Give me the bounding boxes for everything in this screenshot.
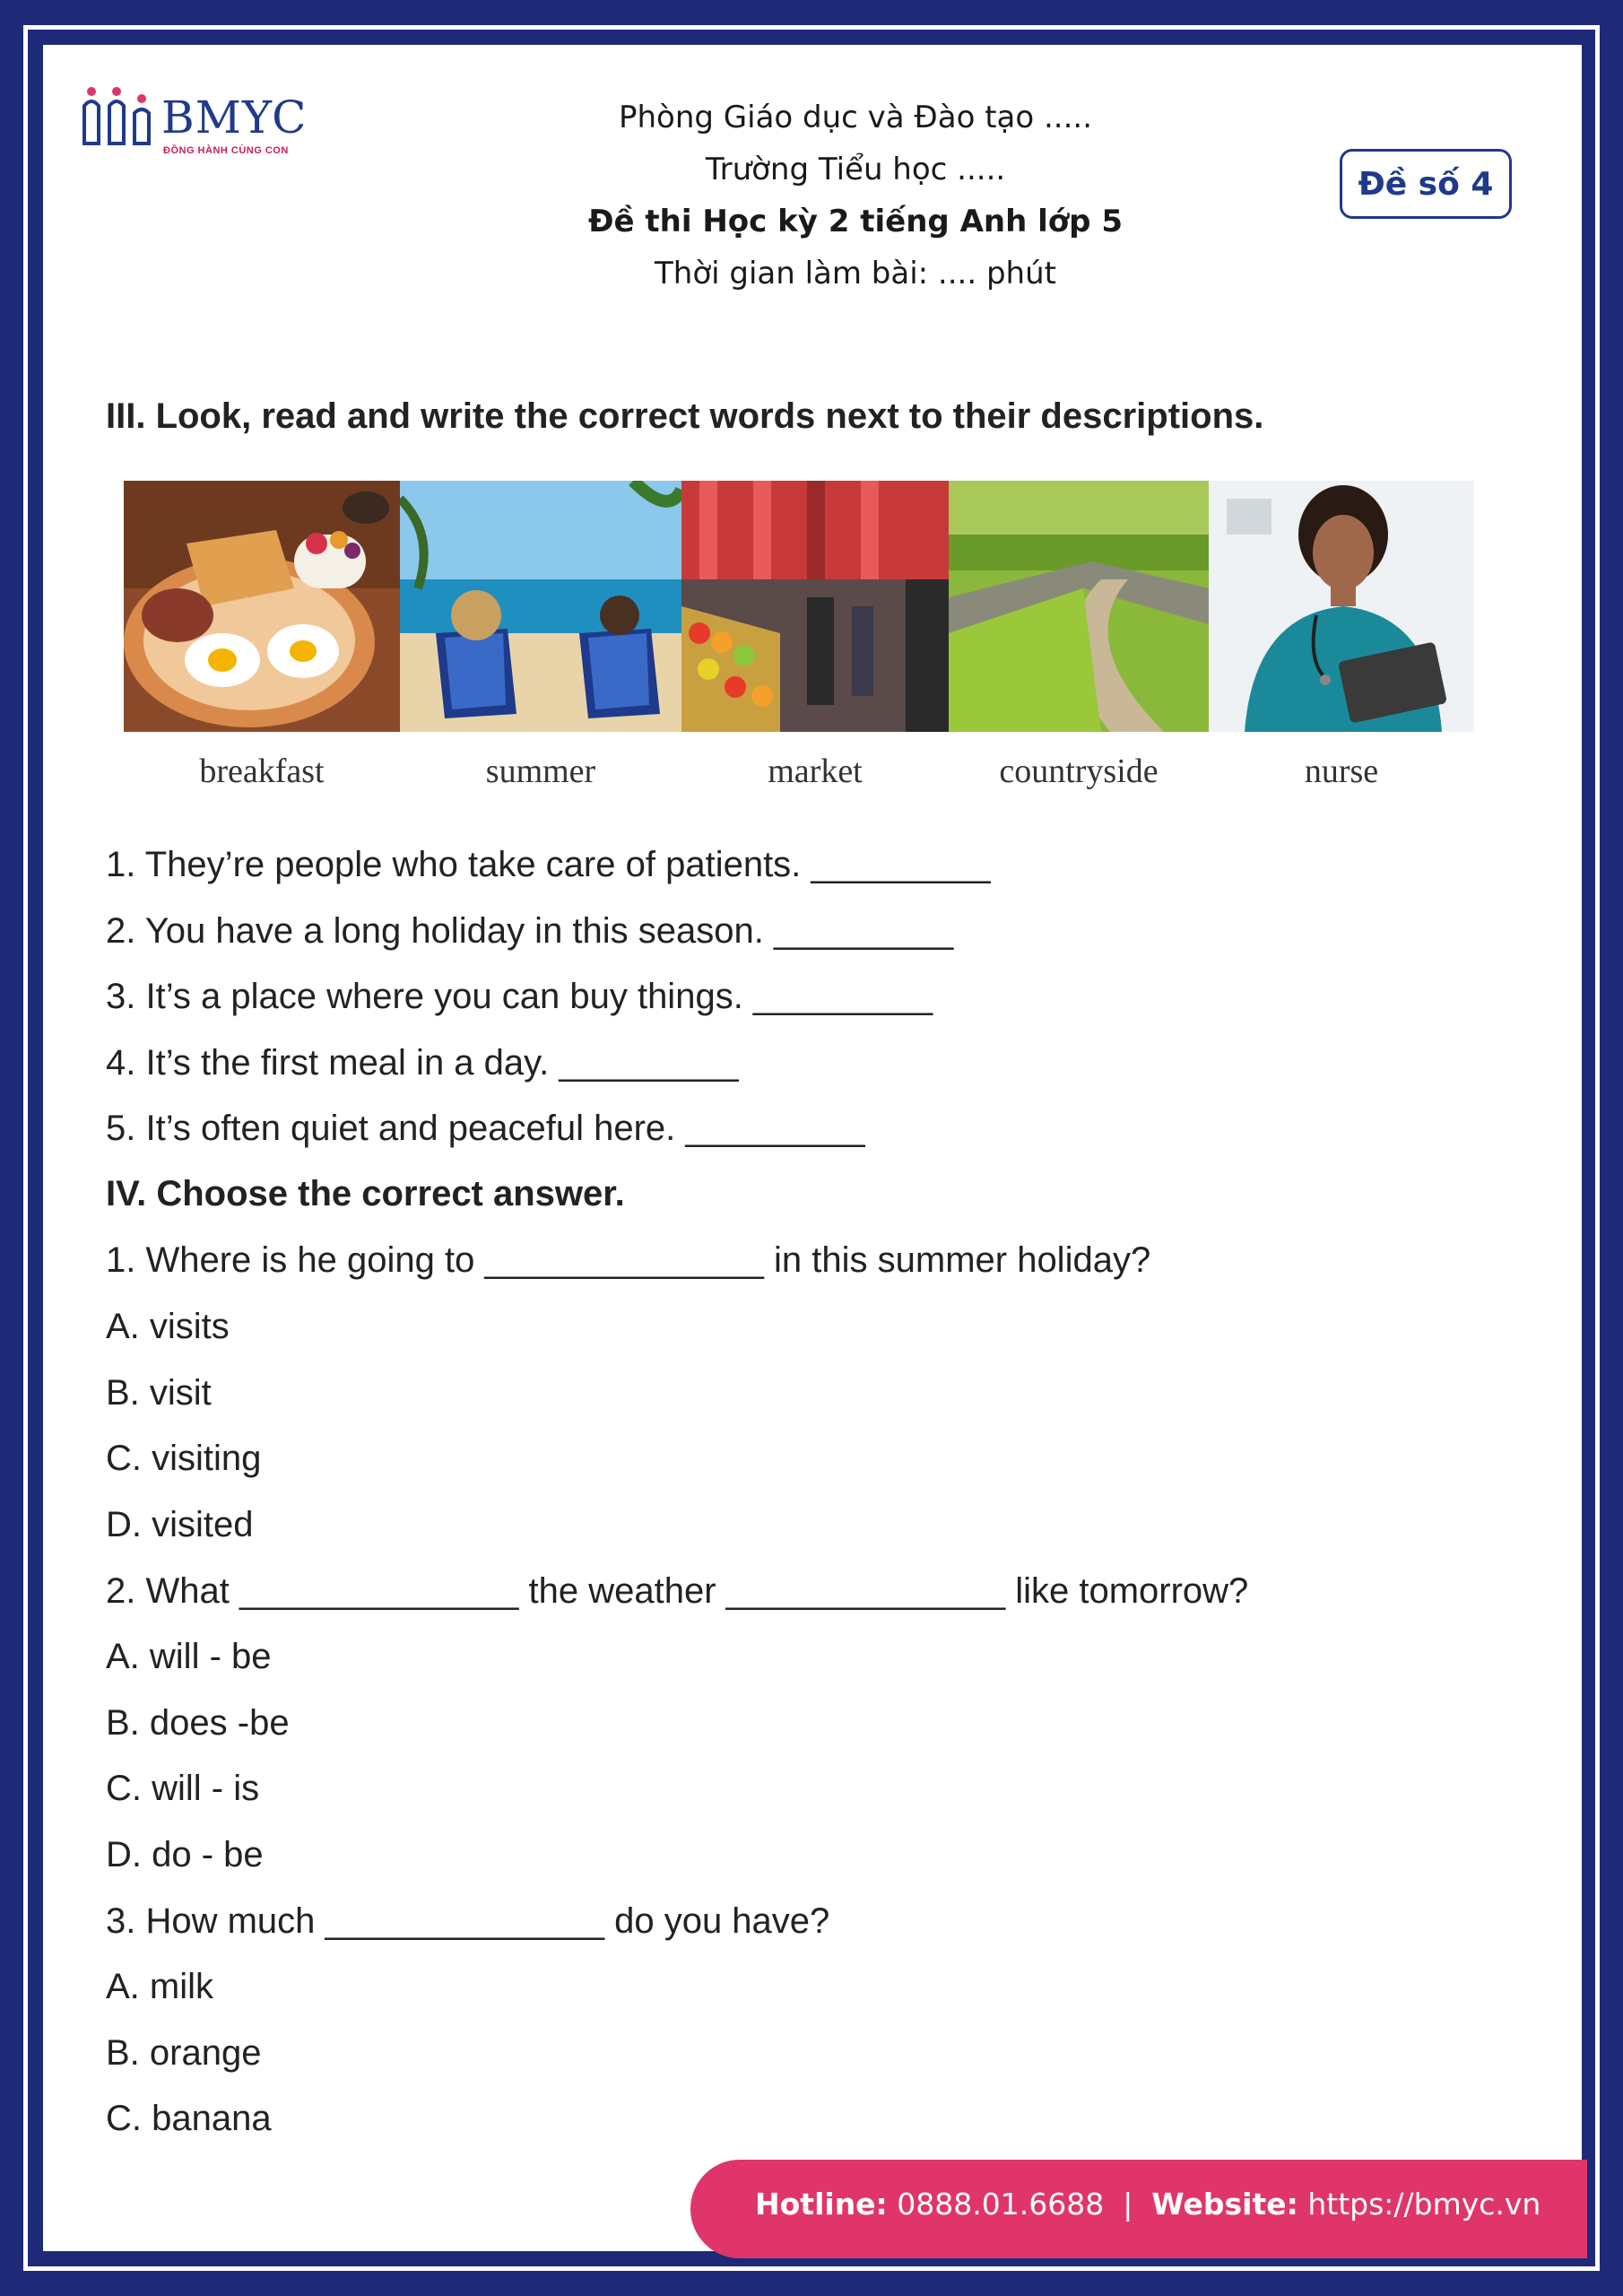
question-1: 1. Where is he going to ______________ in this summer holiday? [106,1240,1151,1280]
question-1-option: C. visiting [106,1439,262,1478]
hotline-label: Hotline: [755,2187,888,2222]
bmyc-logo [79,79,312,160]
time-line: Thời gian làm bài: .... phút [655,256,1056,291]
question-2-option: C. will - is [106,1769,260,1808]
question-1-option: D. visited [106,1505,254,1544]
section-3-heading: III. Look, read and write the correct words next to their descriptions. [106,396,1264,436]
worksheet-page [43,45,1582,2251]
exam-title: Đề thi Học kỳ 2 tiếng Anh lớp 5 [588,204,1123,239]
caption-market: market [768,752,863,790]
section-3-item: 5. It’s often quiet and peaceful here. _________ [106,1109,865,1148]
exam-header [402,91,1309,300]
breakfast-plate-image [124,481,400,732]
website-label: Website: [1151,2187,1298,2222]
section-3-item: 1. They’re people who take care of patients. _________ [106,845,991,884]
question-2-option: B. does -be [106,1703,290,1743]
question-3-option: B. orange [106,2033,262,2073]
section-3-item: 3. It’s a place where you can buy things. _________ [106,977,933,1016]
nurse-tablet-image [1209,481,1474,732]
footer-separator: | [1123,2187,1133,2222]
question-2-option: D. do - be [106,1835,264,1874]
question-2: 2. What ______________ the weather ______________ like tomorrow? [106,1571,1249,1611]
vocabulary-pictures [124,481,1474,732]
caption-breakfast: breakfast [199,752,325,790]
contact-footer [690,2160,1587,2258]
caption-nurse: nurse [1304,752,1379,790]
section-3-item: 4. It’s the first meal in a day. _________ [106,1043,739,1083]
section-3-item: 2. You have a long holiday in this season. _________ [106,911,954,951]
website-link[interactable]: https://bmyc.vn [1307,2187,1541,2222]
department-line: Phòng Giáo dục và Đào tạo ..... [618,100,1093,135]
caption-countryside: countryside [999,752,1159,790]
footer-text [755,2187,1541,2222]
exam-number-badge: Đề số 4 [1340,149,1512,219]
question-3-option: C. banana [106,2099,272,2138]
question-1-option: B. visit [106,1373,212,1413]
country-path-image [949,481,1209,732]
question-1-option: A. visits [106,1307,230,1346]
school-line: Trường Tiểu học ..... [705,152,1006,187]
logo-figures-icon [79,79,160,160]
logo-text: BMYC [161,91,308,144]
logo-tagline: ĐỒNG HÀNH CÙNG CON [163,145,289,156]
question-2-option: A. will - be [106,1637,272,1676]
caption-summer: summer [485,752,596,790]
beach-chairs-image [400,481,681,732]
market-stalls-image [681,481,949,732]
section-4-heading: IV. Choose the correct answer. [106,1174,625,1213]
question-3-option: A. milk [106,1967,213,2006]
question-3: 3. How much ______________ do you have? [106,1901,830,1941]
hotline-number[interactable]: 0888.01.6688 [897,2187,1105,2222]
